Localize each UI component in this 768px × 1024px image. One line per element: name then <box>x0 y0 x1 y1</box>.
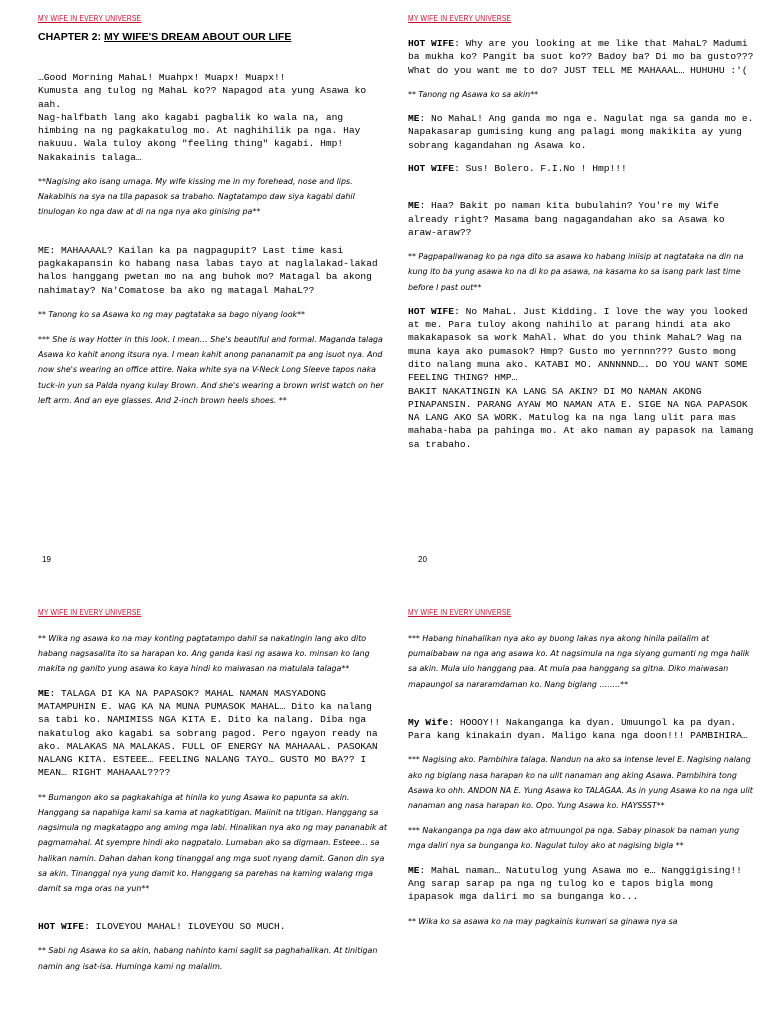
dialogue-text: : TALAGA DI KA NA PAPASOK? MAHAL NAMAN MASYADONG MATAMPUHIN E. WAG KA NA MUNA PUMASOK MAHAL… Dito ka nalang sa tabi ko. NAMIMISS NGA KITA E. Dito ka nalang. Diba nga nakatulog ako kagabi sa sobrang pagod. Pero ngayon ready na ako. MALAKAS NA MALAKAS. FULL OF ENERGY NA MAHAAAL. PASOKAN NALANG KITA. ESTEEE… FEELING NALANG TAYO… GUSTO MO BA?? I MEAN… RIGHT MAHAAAL???? <box>38 687 378 779</box>
speaker-label: ME <box>408 864 420 876</box>
running-header: MY WIFE IN EVERY UNIVERSE <box>408 608 512 617</box>
dialogue-line <box>38 920 388 933</box>
dialogue-line <box>408 305 758 451</box>
page-number: 19 <box>42 555 51 564</box>
dialogue-text: : Why are you looking at me like that MahaL? Madumi ba mukha ko? Pangit ba suot ko?? Badoy ba? Di mo ba gusto??? What do you want me to do? JUST TELL ME MAHAAAL… HUHUHU :'( <box>408 38 754 76</box>
narration-note: **Nagising ako isang umaga. My wife kissing me in my forehead, nose and lips. Nakabihis na sya na tila papasok sa trabaho. Nagtatampo daw siya kagabi dahil tinulogan ko nga daw at di na nga nya ako ginising pa** <box>38 177 355 217</box>
dialogue-text: : No MahaL! Ang ganda mo nga e. Nagulat nga sa ganda mo e. Napakasarap gumising kung ang palagi mong makikita ay yung sobrang kagandahan ng Asawa ko. <box>408 113 754 151</box>
speaker-label: ME <box>408 200 420 212</box>
running-header: MY WIFE IN EVERY UNIVERSE <box>38 14 142 23</box>
narration-note: *** Habang hinahalikan nya ako ay buong lakas nya akong hinila pailalim at pumaibabaw na nga ang asawa ko. At nagsimula na nga siyang gumanti ng mga halik sa akin. Mula ulo hanggang paa. At mula paa hanggang sa gitna. Diko maiwasan mapaungol sa nararamdaman ko. Nang biglang ……..** <box>408 634 750 689</box>
dialogue-line <box>408 162 758 175</box>
page-22 <box>408 608 758 1024</box>
dialogue-text: : HOOOY!! Nakanganga ka dyan. Umuungol ka pa dyan. Para kang kinakain dyan. Maligo kana nga doon!!! PAMBIHIRA… <box>408 716 748 742</box>
dialogue-text: : Haa? Bakit po naman kita bubulahin? You're my Wife already right? Masama bang nagagandahan ako sa Asawa ko araw-araw?? <box>408 200 725 238</box>
narration-note: ** Tanong ko sa Asawa ko ng may pagtataka sa bago niyang look** <box>38 309 305 319</box>
page-20 <box>408 14 758 574</box>
speaker-label: My Wife <box>408 716 449 728</box>
dialogue-line <box>408 716 758 743</box>
dialogue-text: : MahaL naman… Natutulog yung Asawa mo e… Nanggigising!! Ang sarap sarap pa nga ng tulog ko e tapos bigla mong ipapasok mga daliri mo sa bunganga ko... <box>408 864 742 903</box>
dialogue-text: : Sus! Bolero. F.I.No ! Hmp!!! <box>454 162 627 174</box>
narration-note: ** Wika ko sa asawa ko na may pagkainis kunwari sa ginawa nya sa <box>408 916 678 926</box>
narration-note: ** Wika ng asawa ko na may konting pagtatampo dahil sa nakatingin lang ako dito habang nagsasalita ito sa harapan ko. Ang ganda kasi ng asawa ko. minsan ko lang makita ng ganito yung asawa ko kaya hindi ko maiwasan na matulala talaga** <box>38 634 370 674</box>
dialogue-paragraph: ME: MAHAAAAL? Kailan ka pa nagpagupit? Last time kasi pagkakapansin ko habang nasa labas tayo at naglalakad-lakad halos hanggang pwetan mo na ang buhok mo? Matagal ba akong nahimatay? Na'Comatose ba ako ng matagal MahaL?? <box>38 244 378 296</box>
dialogue-line <box>408 112 758 152</box>
dialogue-line <box>408 199 758 239</box>
narration-note: ** Pagpapaliwanag ko pa nga dito sa asawa ko habang iniisip at nagtataka na din na kung ito ba yung asawa ko na di ko pa asawa, na kasama ko sa isang park last time before I past out** <box>408 252 744 292</box>
narration-note: ** Sabi ng Asawa ko sa akin, habang nahinto kami saglit sa paghahalikan. At tinitigan namin ang isat-isa. Huminga kami ng malalim. <box>38 946 378 971</box>
dialogue-line <box>408 37 758 77</box>
chapter-title <box>38 31 388 43</box>
narration-note: ** Bumangon ako sa pagkakahiga at hinila ko yung Asawa ko papunta sa akin. Hanggang sa napahiga kami sa kama at nagkatitigan. Maiinit na titigan. Hanggang sa nagsimula ng magkatagpo ang aming mga labi. Hinalikan nya ako ng may pananabik at pagmamahal. At syempre hindi ako nagpatalo. Lumaban ako sa digmaan. Esteee… sa halikan namin. Dahan dahan kong tinanggal ang mga suot nyang damit. Ganon din sya sa akin. Tinanggal nya yung damit ko. Hanggang sa parehas na kaming walang mga damit sa mga oras na yun** <box>38 792 387 893</box>
dialogue-line <box>408 864 758 904</box>
running-header: MY WIFE IN EVERY UNIVERSE <box>408 14 512 23</box>
narration-note: *** Nakanganga pa nga daw ako atmuungol pa nga. Sabay pinasok ba naman yung mga daliri nya sa bunganga ko. Nagulat tuloy ako at nagising bigla ** <box>408 826 740 851</box>
dialogue-text: : ILOVEYOU MAHAL! ILOVEYOU SO MUCH. <box>84 921 286 933</box>
dialogue-line <box>38 687 388 780</box>
page-21 <box>38 608 388 1024</box>
narration-note: ** Tanong ng Asawa ko sa akin** <box>408 89 539 99</box>
speaker-label: HOT WIFE <box>408 162 455 174</box>
narration-note: *** She is way Hotter in this look. I mean… She's beautiful and formal. Maganda talaga Asawa ko kahit anong itsura nya. I mean kahit anong pananamit pa ang isuot nya. And now she's wearing an office attire. Naka white sya na V-Neck Long Sleeve tapos naka tuck-in yun sa Palda nyang kulay Brown. And she's wearing a brown wrist watch on her left arm. And an eye glasses. And 2-inch brown heels shoes. ** <box>38 335 384 405</box>
dialogue-paragraph: …Good Morning MahaL! Muahpx! Muapx! Muapx!! Kumusta ang tulog ng MahaL ko?? Napagod ata yung Asawa ko aah. Nag-halfbath lang ako kagabi pagbalik ko wala na, ang himbing na ng pagkakatulog mo. At naghihilik pa nga. Hay nakuuu. Wala tuloy akong "feeling thing" kagabi. Hmp! Nakakainis talaga… <box>38 72 367 163</box>
speaker-label: ME <box>38 687 50 699</box>
dialogue-text: : No MahaL. Just Kidding. I love the way you looked at me. Para tuloy akong nahihilo at parang hindi ata ako makakapasok sa work MahAl. What do you think MahaL? Wag na muna kaya ako pumasok? Hmp? Gusto mo yernnn??? Gusto mong dito nalang muna ako. KATABI MO. ANNNNND…. DO YOU WANT SOME FEELING THING? HMP… BAKIT NAKATINGIN KA LANG SA AKIN? DI MO NAMAN AKONG PINAPANSIN. PARANG AYAW MO NAMAN ATA E. SIGE NA NGA PAPASOK NA LANG AKO SA WORK. Matulog ka na nga lang ulit para mas mahaba-haba pa pahinga mo. At ako naman ay papasok na lamang sa trabaho. <box>408 305 754 450</box>
page-number: 20 <box>418 555 427 564</box>
speaker-label: ME <box>408 113 420 125</box>
speaker-label: HOT WIFE <box>408 38 455 49</box>
page-19 <box>38 14 388 574</box>
speaker-label: HOT WIFE <box>38 921 85 933</box>
chapter-name: MY WIFE'S DREAM ABOUT OUR LIFE <box>103 31 292 43</box>
running-header: MY WIFE IN EVERY UNIVERSE <box>38 608 142 617</box>
narration-note: *** Nagising ako. Pambihira talaga. Nandun na ako sa intense level E. Nagising nalang ako ng biglang nasa harapan ko na ulit nanaman ang aking Asawa. Pambihira tong Asawa ko ohh. ANDON NA E. Yung Asawa ko TALAGAA. As in yung Asawa ko na nga ulit nanaman ang nasa harapan ko. Opo. Yung Asawa ko. HAYSSST** <box>408 755 753 811</box>
speaker-label: HOT WIFE <box>408 305 455 317</box>
chapter-prefix: CHAPTER 2: <box>38 31 104 43</box>
